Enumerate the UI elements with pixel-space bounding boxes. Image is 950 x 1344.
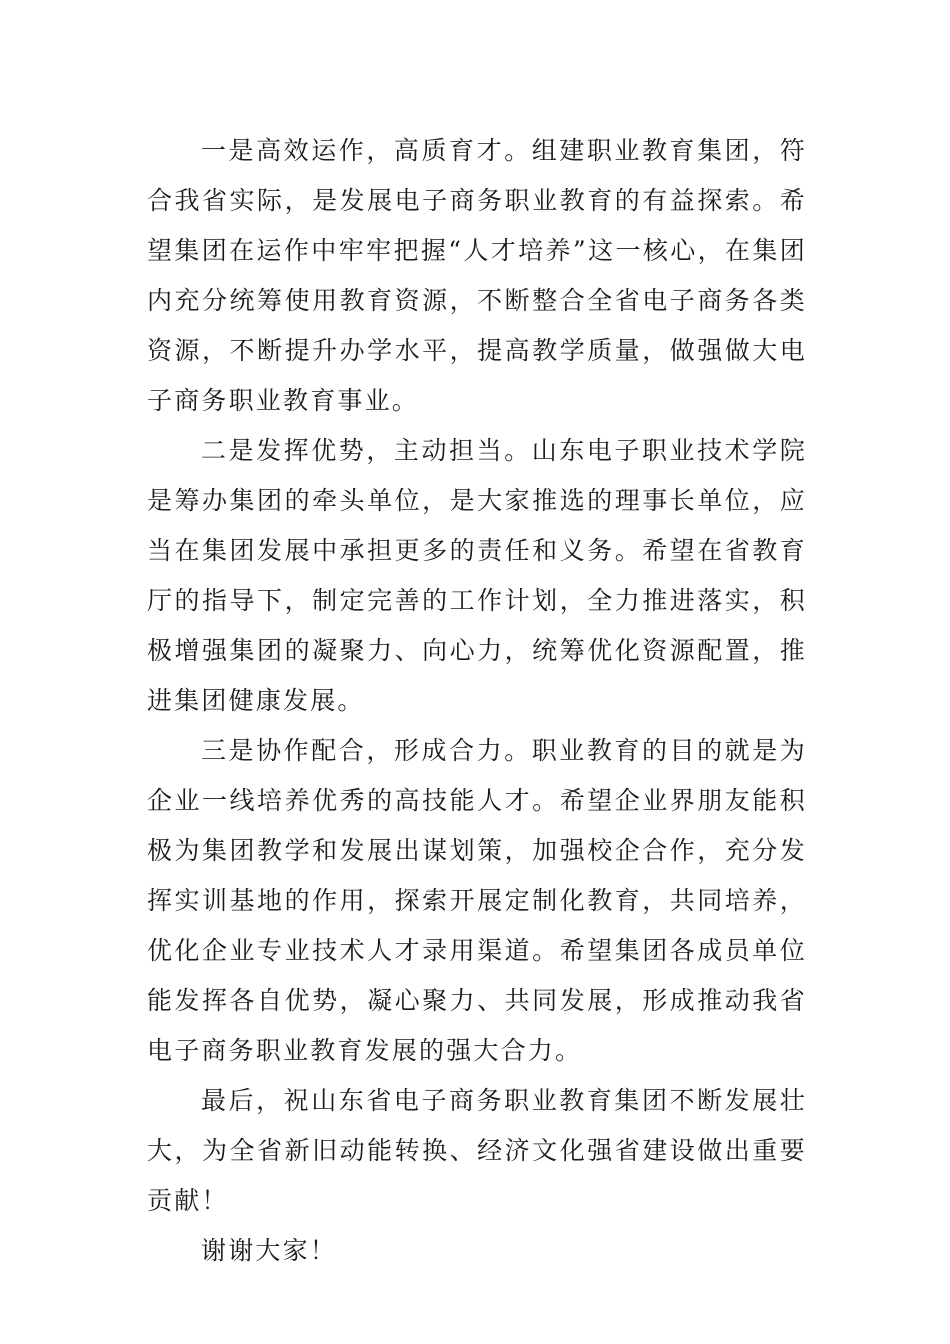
paragraph-leverage-advantages: 二是发挥优势，主动担当。山东电子职业技术学院是筹办集团的牵头单位，是大家推选的理事长单位，应当在集团发展中承担更多的责任和义务。希望在省教育厅的指导下，制定完善的工作计划，全力推进落实，积极增强集团的凝聚力、向心力，统筹优化资源配置，推进集团健康发展。 [147, 436, 807, 715]
document-body [147, 126, 807, 1276]
paragraph-closing-wish: 最后，祝山东省电子商务职业教育集团不断发展壮大，为全省新旧动能转换、经济文化强省建设做出重要贡献！ [147, 1086, 807, 1215]
paragraph-cooperation: 三是协作配合，形成合力。职业教育的目的就是为企业一线培养优秀的高技能人才。希望企业界朋友能积极为集团教学和发展出谋划策，加强校企合作，充分发挥实训基地的作用，探索开展定制化教育，共同培养，优化企业专业技术人才录用渠道。希望集团各成员单位能发挥各自优势，凝心聚力、共同发展，形成推动我省电子商务职业教育发展的强大合力。 [147, 736, 807, 1065]
paragraph-thanks: 谢谢大家！ [201, 1236, 338, 1265]
paragraph-talent-cultivation: 一是高效运作，高质育才。组建职业教育集团，符合我省实际，是发展电子商务职业教育的有益探索。希望集团在运作中牢牢把握“人才培养”这一核心，在集团内充分统筹使用教育资源，不断整合全省电子商务各类资源，不断提升办学水平，提高教学质量，做强做大电子商务职业教育事业。 [147, 136, 807, 415]
